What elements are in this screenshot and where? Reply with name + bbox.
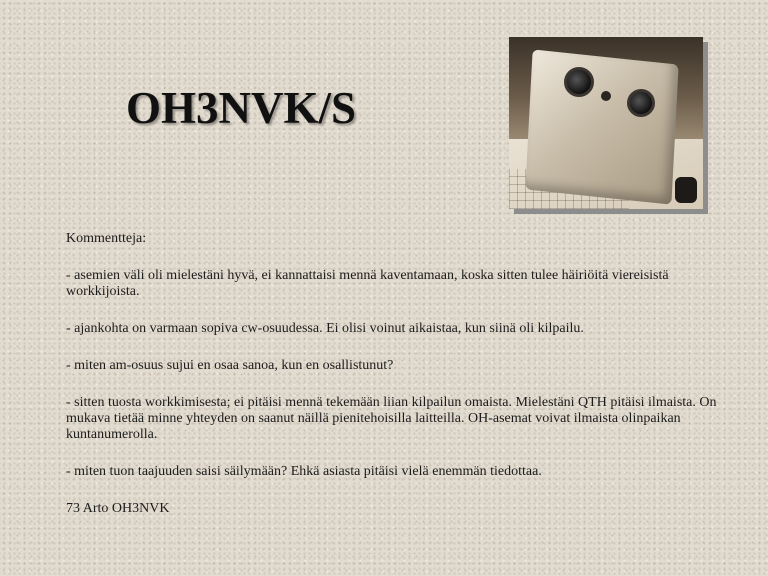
- comment-item: - miten am-osuus sujui en osaa sanoa, kun en osallistunut?: [66, 358, 394, 373]
- comment-item: - sitten tuosta workkimisesta; ei pitäisi mennä tekemään liian kilpailun omaista. Mielestäni QTH pitäisi ilmaista. On mukava tietää minne yhteyden on saanut näillä pienitehoisilla laitteilla. OH-asemat voivat ilmaista olinpaikan kuntanumerolla.: [66, 395, 717, 442]
- comments-heading: Kommentteja:: [66, 231, 147, 246]
- photo-plug-icon: [675, 177, 697, 203]
- signature: 73 Arto OH3NVK: [66, 501, 170, 516]
- comment-item: - ajankohta on varmaan sopiva cw-osuudessa. Ei olisi voinut aikaistaa, kun siinä oli kilpailu.: [66, 321, 584, 336]
- radio-transceiver-photo: [509, 37, 703, 209]
- comment-item: - asemien väli oli mielestäni hyvä, ei kannattaisi mennä kaventamaan, koska sitten tulee häiriöitä viereisistä workkijoista.: [66, 268, 669, 299]
- comments-section: [66, 231, 731, 538]
- comment-item: - miten tuon taajuuden saisi säilymään? Ehkä asiasta pitäisi vielä enemmän tiedottaa.: [66, 464, 542, 479]
- photo-transceiver-box: [525, 49, 678, 204]
- page-title: OH3NVK/S: [126, 83, 357, 133]
- photo-knob-icon: [627, 89, 655, 117]
- photo-knob-icon: [564, 67, 594, 97]
- photo-switch-icon: [601, 91, 611, 101]
